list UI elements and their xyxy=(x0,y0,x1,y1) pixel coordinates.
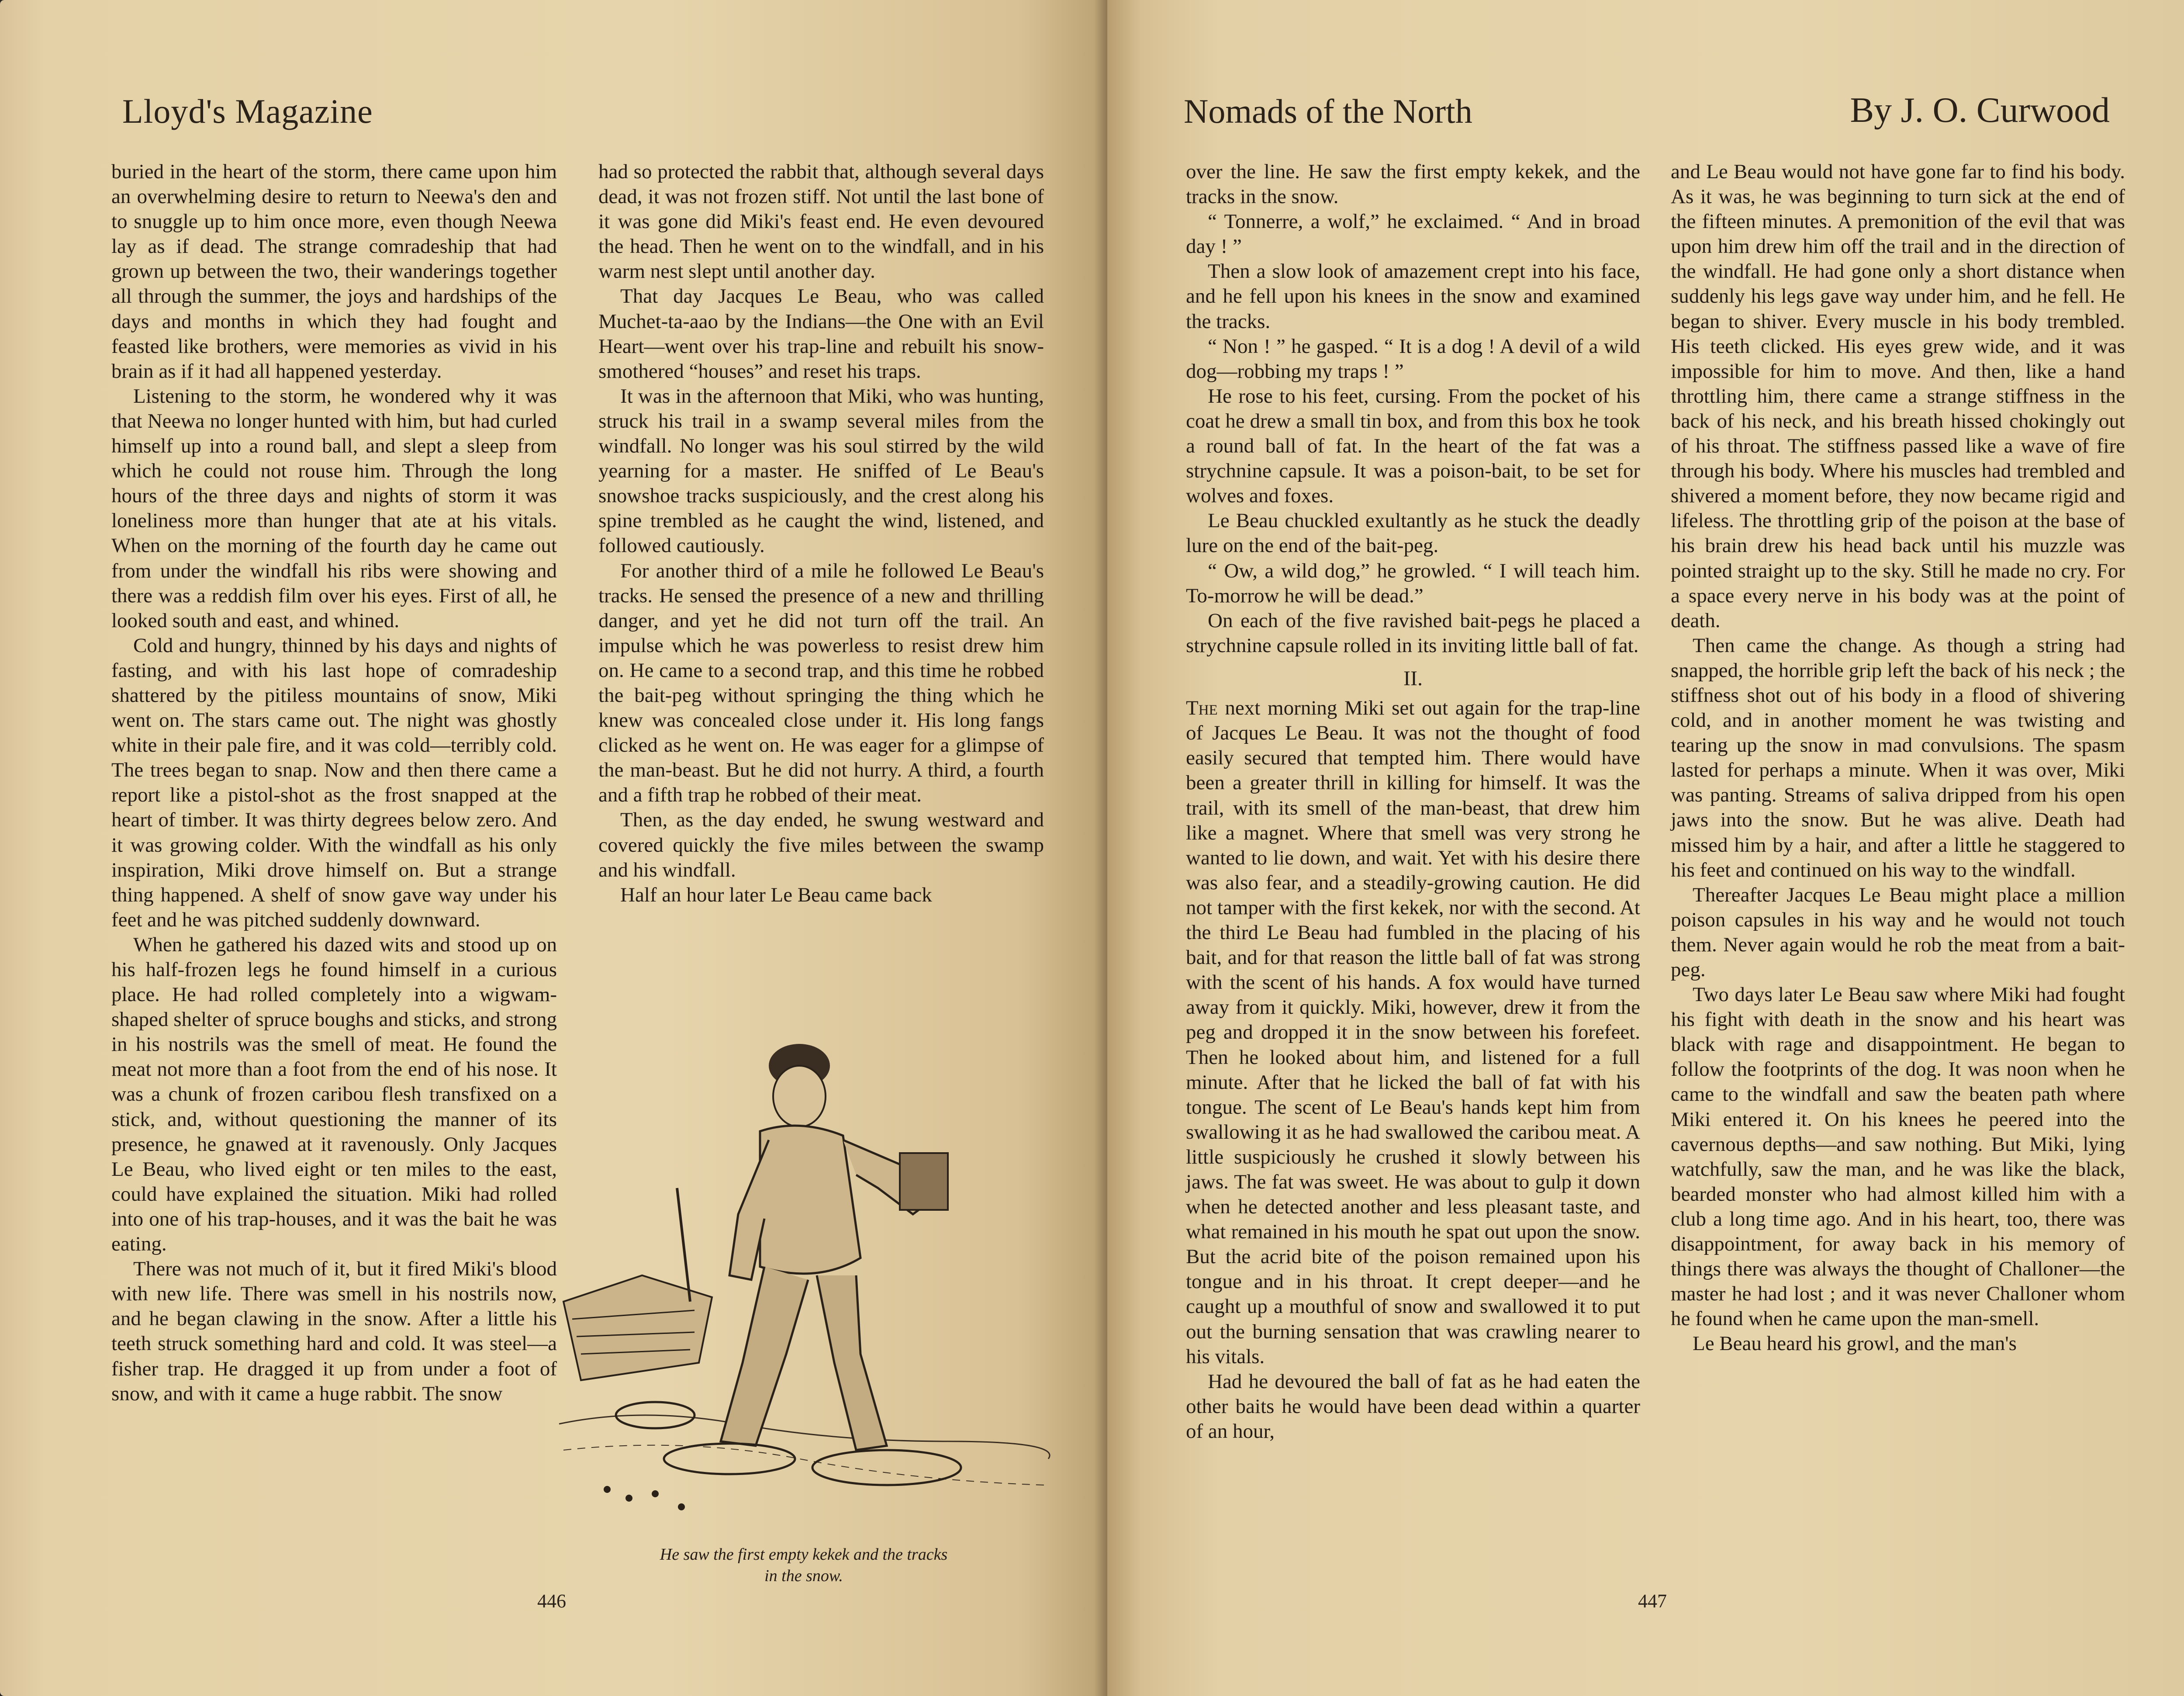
paragraph: Thereafter Jacques Le Beau might place a million poison capsules in his way and he would not touch them. Never again would he rob the meat from a bait-peg. xyxy=(1671,883,2125,981)
paragraph: Then, as the day ended, he swung westward and covered quickly the five miles between the swamp and his windfall. xyxy=(598,808,1044,881)
paragraph-body: next morning Miki set out again for the trap-line of Jacques Le Beau. It was not the thought of food easily secured that tempted him. There would have been a greater thrill in killing for himself. It was the trail, with its smell of the man-beast, that drew him like a magnet. Where that smell was very strong he wanted to lie down, and wait. Yet with his desire there was also fear, and a steadily-growing caution. He did not tamper with the first kekek, nor with the second. At the third Le Beau had fumbled in the placing of his bait, and for that reason the little ball of fat was strong with the scent of his hands. A fox would have turned away from it quickly. Miki, however, drew it from the peg and dropped it in the snow between his forefeet. Then he looked about him, and listened for a full minute. After that he licked the ball of fat with his tongue. The scent of Le Beau's hands kept him from swallowing it as he had swallowed the caribou meat. A little suspiciously he crushed it slowly between his jaws. The fat was sweet. He was about to gulp it down when he detected another and less pleasant taste, and what remained in his mouth he spat out upon the snow. But the acrid bite of the poison remained upon his tongue and in his throat. It crept deeper—and he caught up a mouthful of snow and swallowed it to put out the burning sensation that was crawling nearer to his vitals. xyxy=(1186,697,1640,1368)
paragraph: There was not much of it, but it fired Miki's blood with new life. There was smell in his nostrils now, and he began clawing in the snow. After a little his teeth struck something hard and cold. It was steel—a fisher trap. He dragged it up from under a foot of snow, and with it came a huge rabbit. The snow xyxy=(111,1257,557,1405)
paragraph: Had he devoured the ball of fat as he had eaten the other baits he would have been dead within a quarter of an hour, xyxy=(1186,1370,1640,1443)
paragraph: Half an hour later Le Beau came back xyxy=(620,883,932,906)
paragraph: and Le Beau would not have gone far to find his body. As it was, he was beginning to turn sick at the end of the fifteen minutes. A premonition of the evil that was upon him drew him off the trail and in the direction of the windfall. He had gone only a short distance when suddenly his legs gave way under him, and he fell. He began to shiver. Every muscle in his body trembled. His teeth clicked. His eyes grew wide, and it was impossible for him to move. And then, like a hand throttling him, there came a strange stiffness in the back of his neck, and his breath hissed chokingly out of his throat. The stiffness passed like a wave of fire through his body. Where his muscles had trembled and shivered a moment before, they now became rigid and lifeless. The throttling grip of the poison at the base of his brain drew his head back until his muzzle was pointed straight up to the sky. Still he made no cry. For a space every nerve in his body was at the point of death. xyxy=(1671,160,2125,632)
left-column-2 xyxy=(598,159,1044,908)
paragraph: It was in the afternoon that Miki, who was hunting, struck his trail in a swamp several miles from the windfall. No longer was his soul stirred by the wild yearning for a master. He sniffed of Le Beau's snowshoe tracks suspiciously, and the crest along his spine trembled as he caught the wind, listened, and followed cautiously. xyxy=(598,384,1044,557)
paragraph: had so protected the rabbit that, although several days dead, it was not frozen stiff. Not until the last bone of it was gone did Miki's feast end. He even devoured the head. Then he went on to the windfall, and in his warm nest slept until another day. xyxy=(598,160,1044,283)
running-head-left: Lloyd's Magazine xyxy=(122,92,373,130)
page-number-right: 447 xyxy=(1638,1590,1667,1612)
lead-word: The xyxy=(1186,697,1218,720)
paragraph: Then came the change. As though a string had snapped, the horrible grip left the back of his neck ; the stiffness shot out of his body in a flood of shivering cold, and in another moment he was twisting and tearing up the snow in mad convulsions. The spasm lasted for perhaps a minute. When it was over, Miki was panting. Streams of saliva dripped from his open jaws into the snow. But he was alive. Death had missed him by a hair, and after a little he staggered to his feet and continued on his way to the windfall. xyxy=(1671,634,2125,881)
page-number-left: 446 xyxy=(537,1590,566,1612)
paragraph: He rose to his feet, cursing. From the pocket of his coat he drew a small tin box, and from this box he took a round ball of fat. In the heart of the fat was a strychnine capsule. It was a poison-bait, to be set for wolves and foxes. xyxy=(1186,384,1640,508)
caption-line-1: He saw the first empty kekek and the tracks xyxy=(660,1545,948,1564)
left-column-1 xyxy=(111,159,557,1406)
paragraph: “ Ow, a wild dog,” he growled. “ I will teach him. To-morrow he will be dead.” xyxy=(1186,559,1640,607)
paragraph: over the line. He saw the first empty kekek, and the tracks in the snow. xyxy=(1186,160,1640,208)
paragraph: Le Beau chuckled exultantly as he stuck the deadly lure on the end of the bait-peg. xyxy=(1186,509,1640,557)
paragraph: When he gathered his dazed wits and stood up on his half-frozen legs he found himself in a curious place. He had rolled completely into a wigwam-shaped shelter of spruce boughs and sticks, and strong in his nostrils was the smell of meat. He found the meat not more than a foot from the end of his nose. It was a chunk of frozen caribou flesh transfixed on a stick, and, without questioning the manner of its presence, he gnawed at it ravenously. Only Jacques Le Beau, who lived eight or ten miles to the east, could have explained the situation. Miki had rolled into one of his trap-houses, and it was the bait he was eating. xyxy=(111,933,557,1256)
paragraph: Cold and hungry, thinned by his days and nights of fasting, and with his last hope of comradeship shattered by the pitiless mountains of snow, Miki went on. The stars came out. The night was ghostly white in their pale fire, and it was cold—terribly cold. The trees began to snap. Now and then there came a report like a pistol-shot as the frost snapped at the heart of timber. It was thirty degrees below zero. And it was growing colder. With the windfall as his only inspiration, Miki drove himself on. But a strange thing happened. A shelf of snow gave way under his feet and he was pitched suddenly downward. xyxy=(111,634,557,931)
paragraph: Listening to the storm, he wondered why it was that Neewa no longer hunted with him, but had curled himself up into a round ball, and slept a sleep from which he could not rouse him. Through the long hours of the three days and nights of storm it was loneliness more than hunger that ate at his vitals. When on the morning of the fourth day he came out from under the windfall his ribs were showing and there was a reddish film over his eyes. First of all, he looked south and east, and whined. xyxy=(111,384,557,632)
paragraph: buried in the heart of the storm, there came upon him an overwhelming desire to return to Neewa's den and to snuggle up to him once more, even though Neewa lay as if dead. The strange comradeship that had grown up between the two, their wanderings together all through the summer, the joys and hardships of the days and months in which they had fought and feasted like brothers, were memories as vivid in his brain as if it had all happened yesterday. xyxy=(111,160,557,383)
paragraph: “ Tonnerre, a wolf,” he exclaimed. “ And in broad day ! ” xyxy=(1186,210,1640,258)
paragraph: For another third of a mile he followed Le Beau's tracks. He sensed the presence of a new and thrilling danger, and yet he did not turn off the trail. An impulse which he was powerless to resist drew him on. He came to a second trap, and this time he robbed the bait-peg without springing the thing which he knew was concealed close under it. His long fangs clicked as he went on. He was eager for a glimpse of the man-beast. But he did not hurry. A third, a fourth and a fifth trap he robbed of their meat. xyxy=(598,559,1044,807)
right-column-1 xyxy=(1186,159,1640,1444)
paragraph: Le Beau heard his growl, and the man's xyxy=(1693,1332,2017,1355)
paragraph: On each of the five ravished bait-pegs he placed a strychnine capsule rolled in its inviting little ball of fat. xyxy=(1186,609,1640,657)
paragraph xyxy=(1186,696,1640,1369)
right-page xyxy=(1107,0,2184,1696)
running-head-title: Nomads of the North xyxy=(1184,92,1472,130)
illustration-caption xyxy=(555,1544,1053,1587)
section-number: II. xyxy=(1403,667,1423,690)
caption-line-2: in the snow. xyxy=(764,1567,843,1585)
paragraph: That day Jacques Le Beau, who was called Muchet-ta-aao by the Indians—the One with an Evil Heart—went over his trap-line and rebuilt his snow-smothered “houses” and reset his traps. xyxy=(598,285,1044,383)
trapper-illustration xyxy=(555,1031,1053,1537)
running-head-author: By J. O. Curwood xyxy=(1850,90,2110,130)
paragraph: “ Non ! ” he gasped. “ It is a dog ! A devil of a wild dog—robbing my traps ! ” xyxy=(1186,335,1640,383)
paragraph: Then a slow look of amazement crept into his face, and he fell upon his knees in the snow and examined the tracks. xyxy=(1186,260,1640,333)
right-column-2 xyxy=(1671,159,2125,1357)
paragraph: Two days later Le Beau saw where Miki had fought his fight with death in the snow and his heart was black with rage and disappointment. He began to follow the footprints of the dog. It was noon when he came to the windfall and saw the beaten path where Miki entered it. On his knees he peered into the cavernous depths—and saw nothing. But Miki, lying watchfully, saw the man, and he was like the black, bearded monster who had almost killed him with a club a long time ago. And in his heart, too, there was disappointment, for away back in his memory of things there was always the thought of Challoner—the master he had lost ; and it was never Challoner whom he found when he came upon the man-smell. xyxy=(1671,983,2125,1330)
